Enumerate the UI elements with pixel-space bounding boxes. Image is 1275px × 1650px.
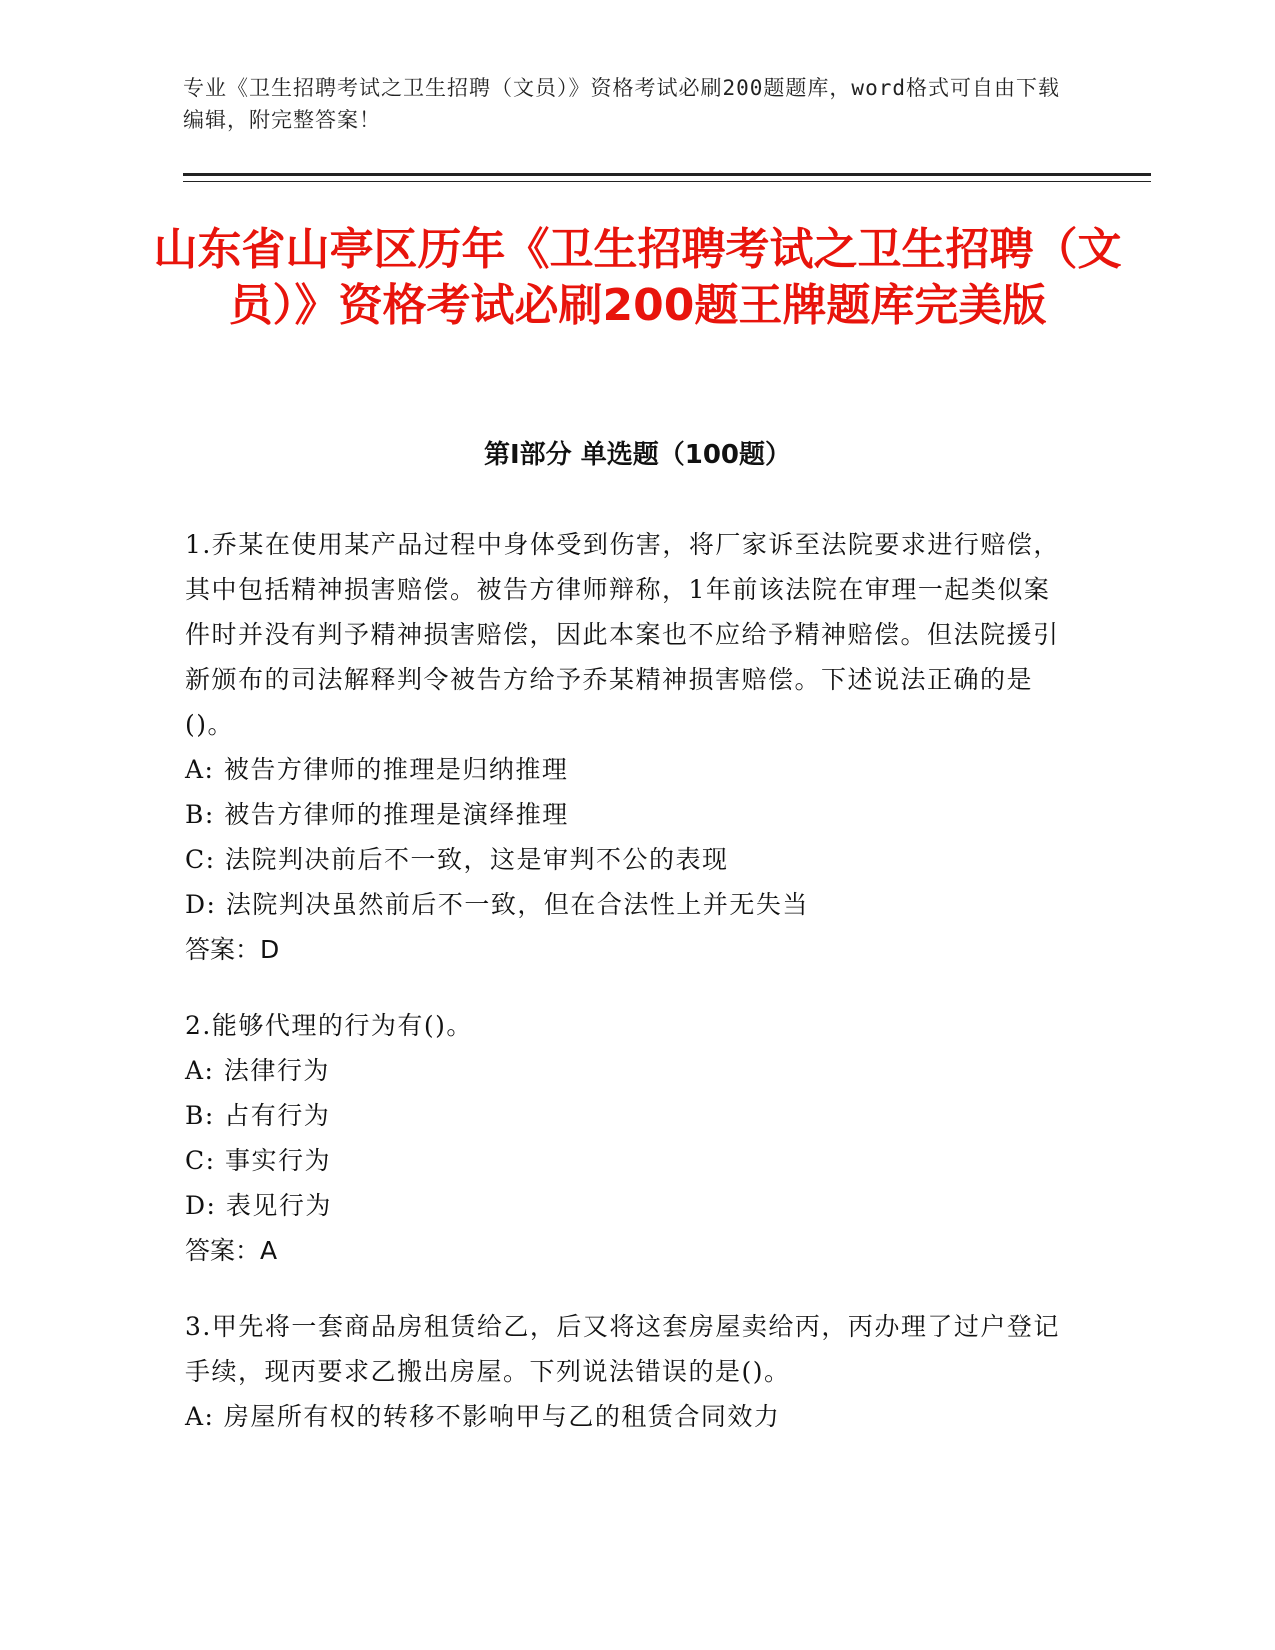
answer: 答案：A [185, 1236, 278, 1265]
question-stem: 3.甲先将一套商品房租赁给乙，后又将这套房屋卖给丙，丙办理了过户登记手续，现丙要求乙搬出房屋。下列说法错误的是()。 [185, 1312, 1060, 1386]
question-list [185, 522, 1075, 1470]
header-rule-thick [183, 173, 1151, 176]
document-title: 山东省山亭区历年《卫生招聘考试之卫生招聘（文员）》资格考试必刷200题王牌题库完美版 [153, 224, 1122, 331]
question-stem: 1.乔某在使用某产品过程中身体受到伤害，将厂家诉至法院要求进行赔偿，其中包括精神损害赔偿。被告方律师辩称，1年前该法院在审理一起类似案件时并没有判予精神损害赔偿，因此本案也不应给予精神赔偿。但法院援引新颁布的司法解释判令被告方给予乔某精神损害赔偿。下述说法正确的是()。 [185, 530, 1060, 739]
header-rule-thin [183, 181, 1151, 182]
header-note: 专业《卫生招聘考试之卫生招聘（文员）》资格考试必刷200题题库，word格式可自由下载编辑，附完整答案！ [183, 76, 1060, 132]
question-2 [185, 1003, 1075, 1273]
section-title: 第Ⅰ部分 单选题（100题） [484, 440, 791, 470]
question-stem: 2.能够代理的行为有()。 [185, 1011, 473, 1040]
option-b: B: 占有行为 [185, 1101, 331, 1130]
option-a: A: 被告方律师的推理是归纳推理 [185, 755, 569, 784]
option-a: A: 房屋所有权的转移不影响甲与乙的租赁合同效力 [185, 1402, 781, 1431]
option-d: D: 法院判决虽然前后不一致，但在合法性上并无失当 [185, 890, 809, 919]
answer: 答案：D [185, 935, 280, 964]
question-3 [185, 1304, 1075, 1439]
option-c: C: 法院判决前后不一致，这是审判不公的表现 [185, 845, 729, 874]
question-1 [185, 522, 1075, 972]
option-a: A: 法律行为 [185, 1056, 330, 1085]
option-d: D: 表见行为 [185, 1191, 332, 1220]
option-b: B: 被告方律师的推理是演绎推理 [185, 800, 569, 829]
option-c: C: 事实行为 [185, 1146, 331, 1175]
